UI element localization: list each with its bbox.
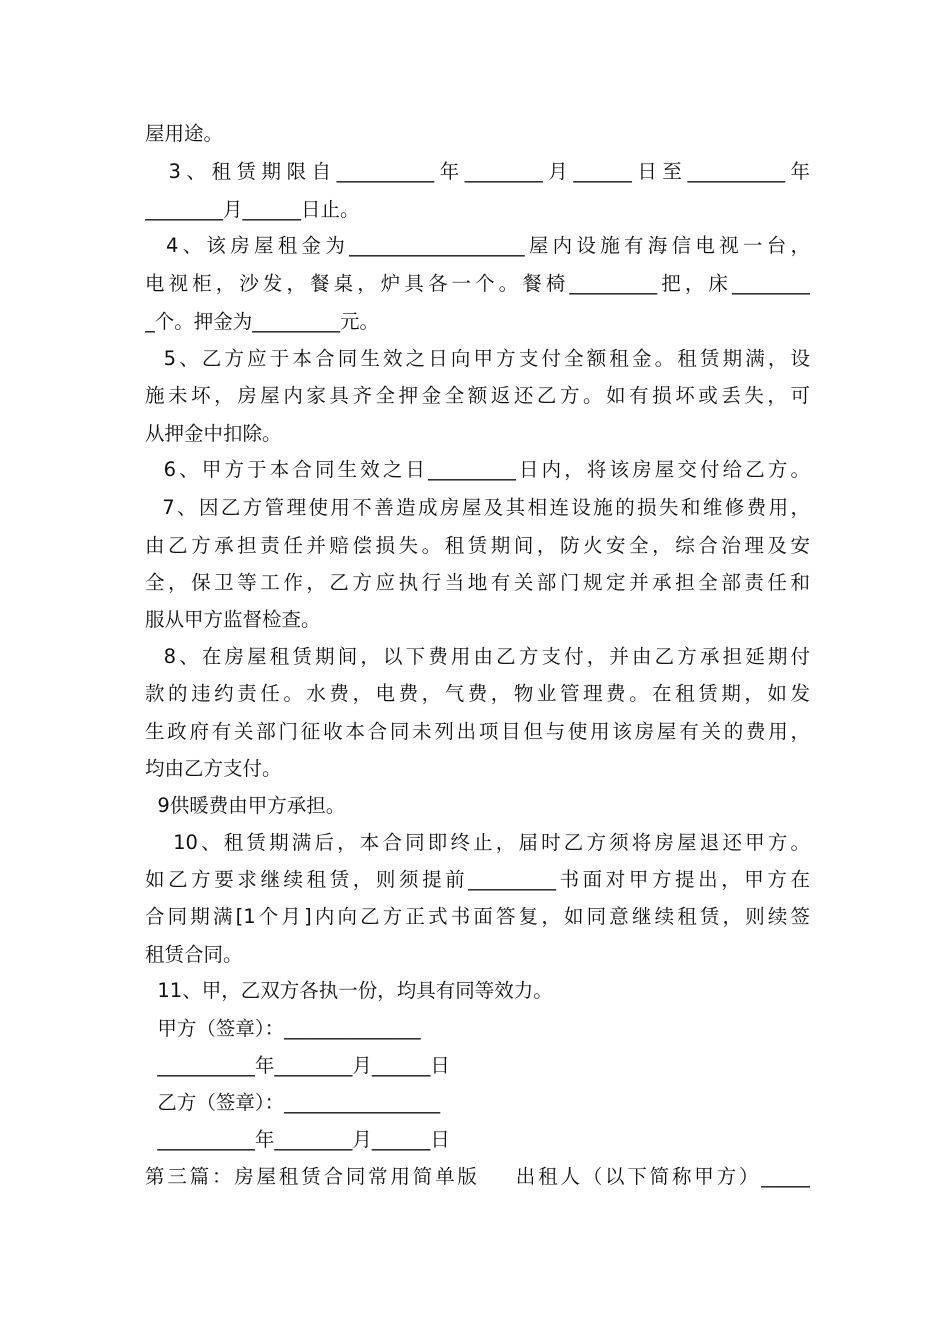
paragraph-line: 8、在房屋租赁期间，以下费用由乙方支付，并由乙方承担延期付	[145, 645, 810, 668]
paragraph-line: 5、乙方应于本合同生效之日向甲方支付全额租金。租赁期满，设	[145, 347, 810, 370]
paragraph-line: 如乙方要求继续租赁，则须提前_________书面对甲方提出，甲方在	[145, 868, 810, 891]
paragraph-line: 4、该房屋租金为__________________屋内设施有海信电视一台，	[145, 234, 810, 257]
paragraph-line: 电视柜，沙发，餐桌，炉具各一个。餐椅_________把，床________	[145, 272, 810, 295]
paragraph-line: _个。押金为_________元。	[145, 310, 380, 333]
paragraph-line: 从押金中扣除。	[145, 422, 282, 445]
paragraph-line: 服从甲方监督检查。	[145, 608, 321, 631]
date-line-party-a: __________年________月______日	[145, 1054, 450, 1077]
paragraph-line: 租赁合同。	[145, 943, 243, 966]
paragraph-line: 屋用途。	[145, 122, 224, 145]
signature-line-party-b: 乙方（签章）：________________	[145, 1091, 441, 1114]
paragraph-line: 7、因乙方管理使用不善造成房屋及其相连设施的损失和维修费用，	[145, 496, 810, 519]
paragraph-line: 合同期满[1个月]内向乙方正式书面答复，如同意继续租赁，则续签	[145, 905, 810, 928]
paragraph-line: 10、租赁期满后，本合同即终止，届时乙方须将房屋退还甲方。	[145, 831, 810, 854]
date-line-party-b: __________年________月______日	[145, 1128, 450, 1151]
paragraph-line: 9供暖费由甲方承担。	[145, 794, 346, 817]
paragraph-line: 3、租赁期限自__________年________月______日至__________年	[145, 160, 810, 183]
paragraph-line: 施未坏，房屋内家具齐全押金全额返还乙方。如有损坏或丢失，可	[145, 384, 810, 407]
paragraph-line: 款的违约责任。水费，电费，气费，物业管理费。在租赁期，如发	[145, 682, 810, 705]
paragraph-line: ________月______日止。	[145, 198, 360, 221]
paragraph-line: 6、甲方于本合同生效之日_________日内，将该房屋交付给乙方。	[145, 458, 810, 481]
paragraph-line: 均由乙方支付。	[145, 757, 282, 780]
paragraph-line: 全，保卫等工作，乙方应执行当地有关部门规定并承担全部责任和	[145, 571, 810, 594]
paragraph-line: 11、甲，乙双方各执一份，均具有同等效力。	[145, 979, 553, 1002]
signature-line-party-a: 甲方（签章）：______________	[145, 1017, 421, 1040]
paragraph-line: 生政府有关部门征收本合同未列出项目但与使用该房屋有关的费用，	[145, 720, 810, 743]
section-heading-line: 第三篇：房屋租赁合同常用简单版 出租人（以下简称甲方）_____	[145, 1165, 810, 1188]
paragraph-line: 由乙方承担责任并赔偿损失。租赁期间，防火安全，综合治理及安	[145, 534, 810, 557]
